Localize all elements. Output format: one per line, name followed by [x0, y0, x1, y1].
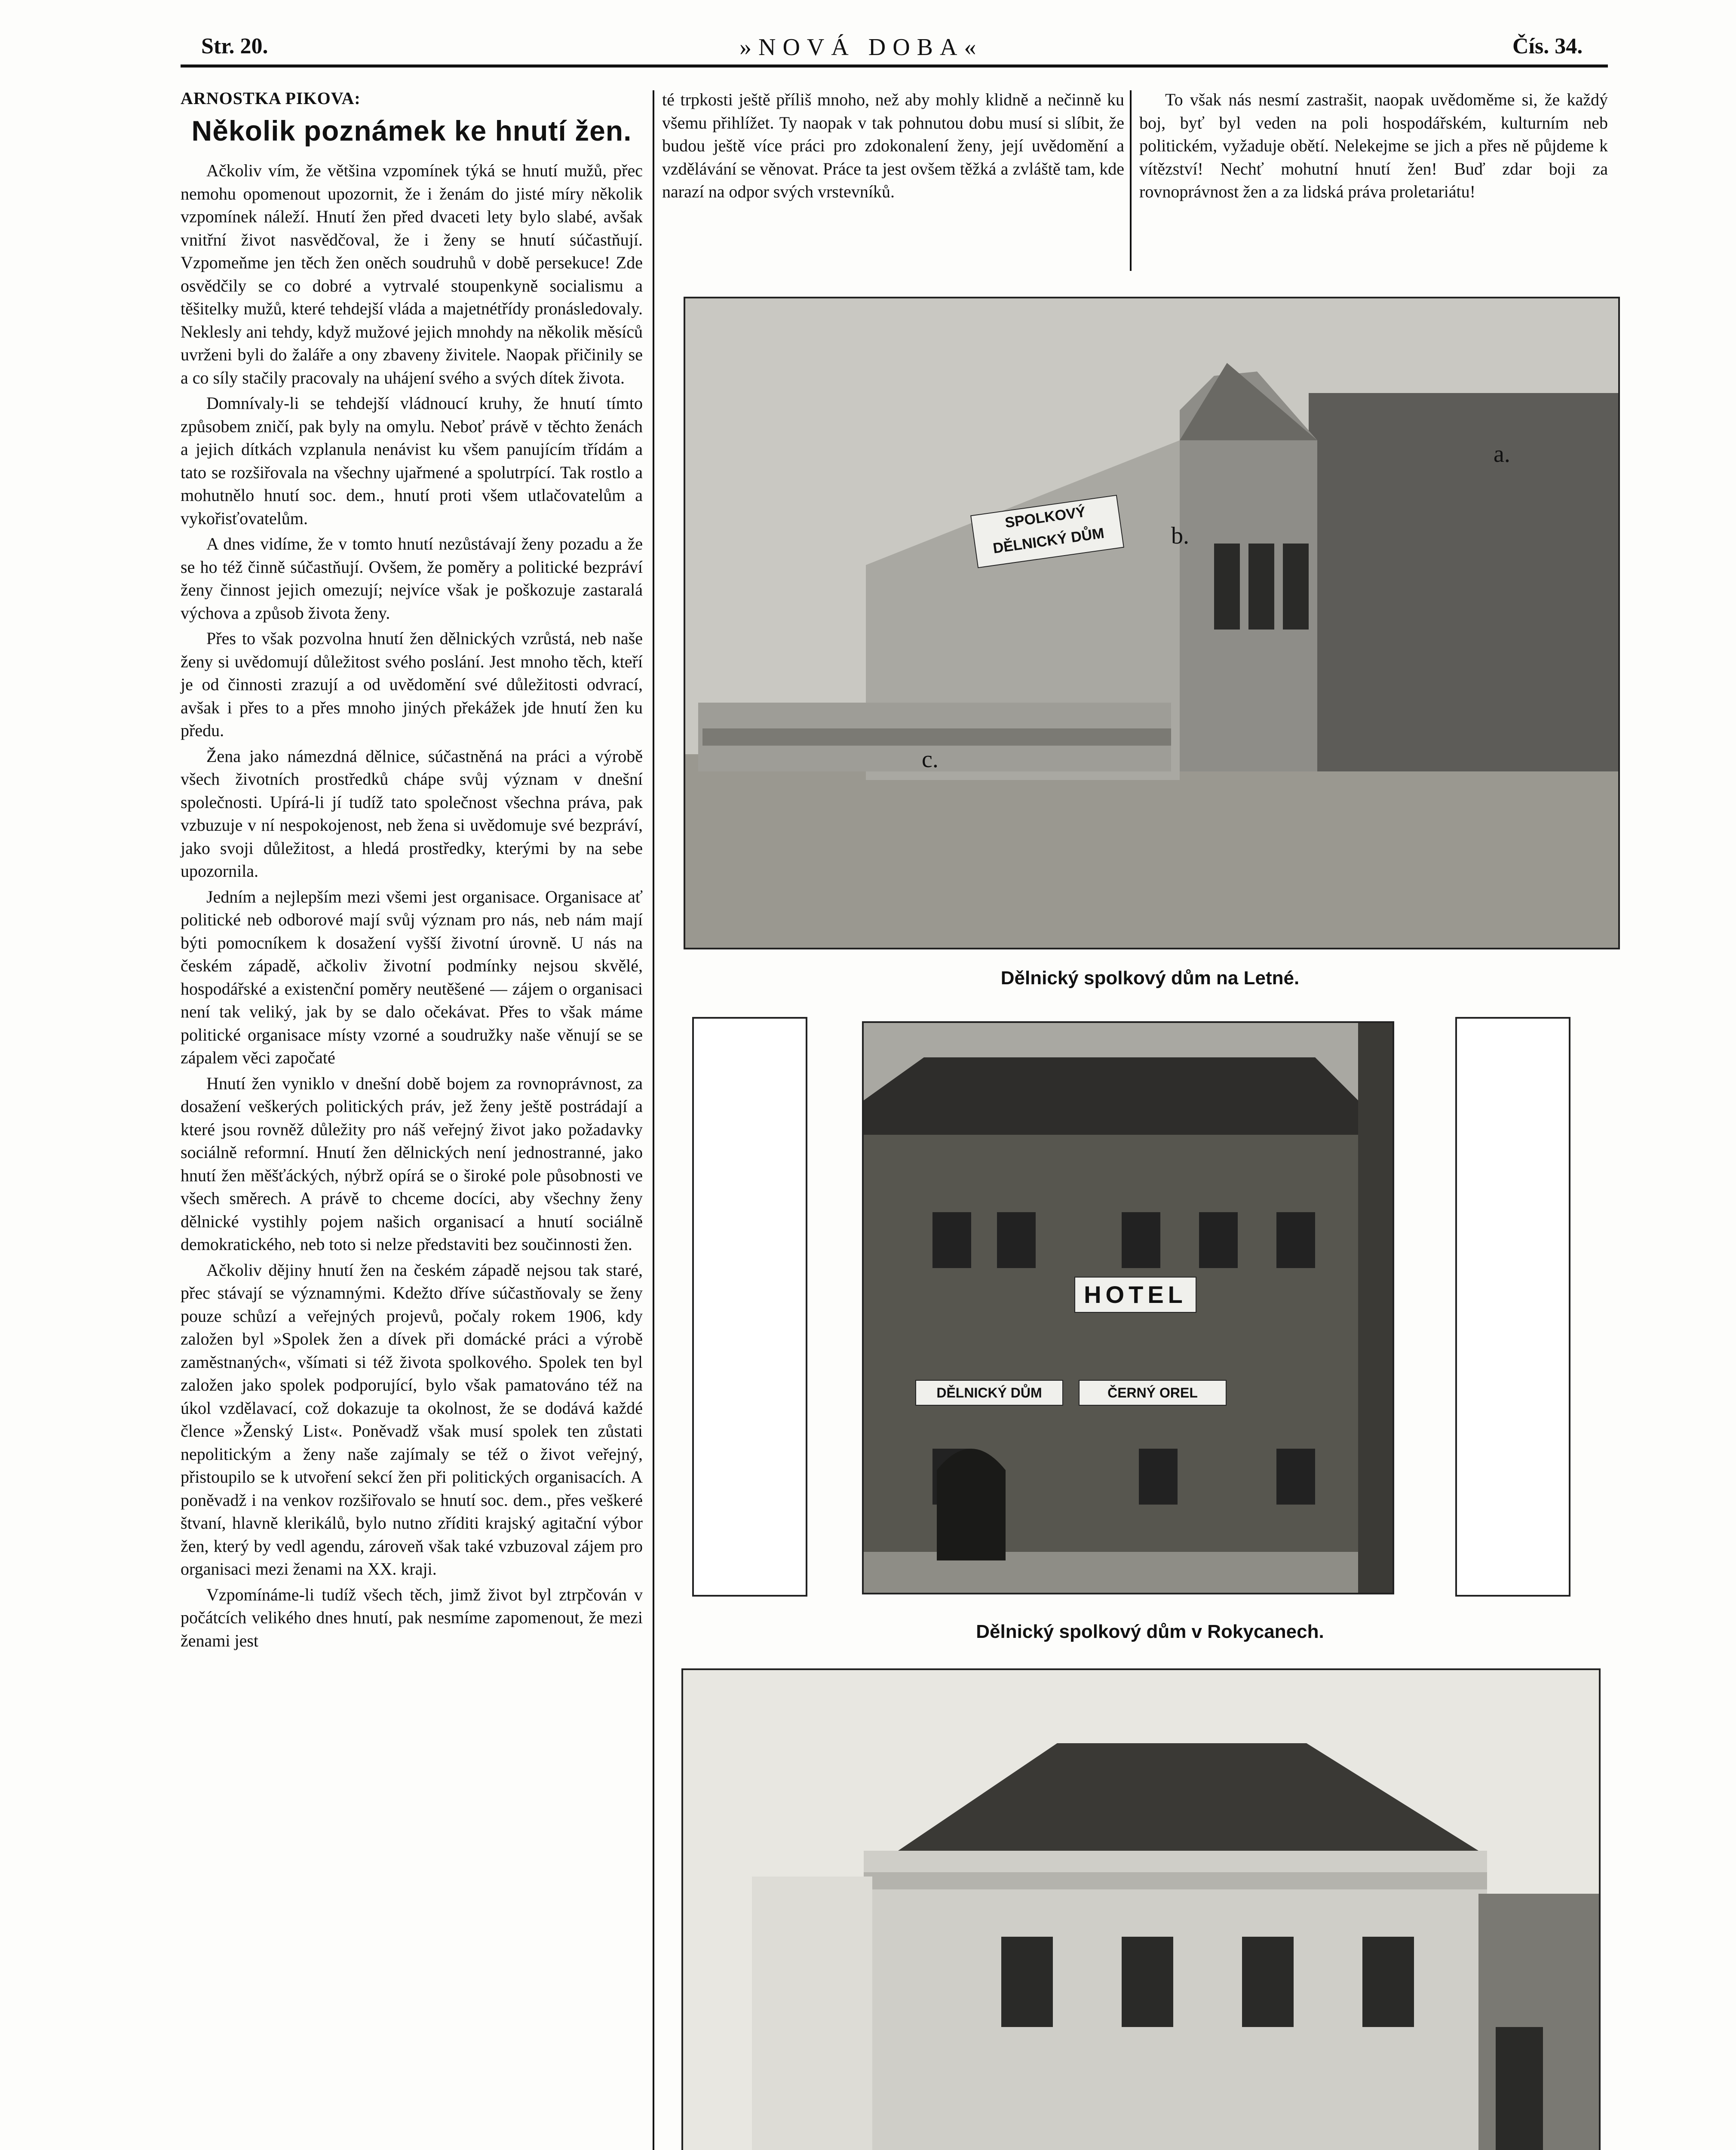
column-divider-left [653, 90, 654, 2150]
paragraph: Ačkoliv vím, že většina vzpomínek týká se hnutí mužů, přec nemohu opomenout upozornit, že i ženám do jisté míry několik vzpomínek náleží. Hnutí žen před dvaceti lety bylo slabé, avšak vnitřní život nasvědčoval, že i ženy se hnutí súčastňují. Vzpomeňme jen těch žen oněch soudruhů v době persekuce! Zde osvědčily se co dobré a vytrvalé stoupenkyně socialismu a těšitelky mužů, které tehdejší vláda a majetnétřídy pronásledovaly. Neklesly ani tehdy, když mužové jejich mnohdy na několik měsíců uvrženi byli do žaláře a ony zbaveny živitele. Naopak přičinily se a co síly stačily pracovaly na uhájení svého a svých dítek života. [181, 161, 643, 387]
photo-rokycany [862, 1021, 1394, 1594]
photo-marker-c: c. [922, 746, 939, 773]
caption-letna: Dělnický spolkový dům na Letné. [1000, 968, 1300, 989]
paragraph: Přes to však pozvolna hnutí žen dělnických vzrůstá, neb naše ženy si uvědomují důležitost svého poslání. Jest mnoho těch, kteří je od činnosti zrazují a od uvědomění své důležitosti odvrací, avšak i přes to a přes mnoho jiných překážek jde hnutí žen ku předu. [181, 629, 643, 740]
article-column-3 [1139, 88, 1608, 206]
paragraph: Ačkoliv dějiny hnutí žen na českém západě nejsou tak staré, přec stávají se významnými. Kdežto dříve súčastňovaly se ženy pouze schůzí a veřejných projevů, počaly rokem 1906, kdy založen byl »Spolek žen a dívek při domácké práci a výrobě zaměstnaných«, všímati si též života spolkového. Spolek ten byl založen jako spolek podporující, bylo však pamatováno též na úkol vzdělavací, což dokazuje ta okolnost, že se dodává každé člence »Ženský List«. Poněvadž však musí spolek ten zůstati nepolitickým a ženy naše zajímaly se též o život veřejný, přistoupilo se k utvoření sekcí žen při politických organisacích. A poněvadž i na venkov rozšiřovalo se hnutí soc. dem., přes veškeré štvaní, hlavně klerikálů, bylo nutno zříditi krajský agitační výbor žen, který by vedl agendu, zároveň však také vzbuzoval zájem pro organisaci mezi ženami na XX. kraji. [181, 1260, 643, 1579]
rokycany-left-sign: DĚLNICKÝ DŮM [915, 1380, 1063, 1406]
rokycany-right-sign: ČERNÝ OREL [1079, 1380, 1227, 1406]
article-column-2 [662, 88, 1124, 206]
issue-number: Čís. 34. [1512, 34, 1583, 58]
photo-doubravka [681, 1668, 1601, 2150]
letna-building-sign: SPOLKOVÝ DĚLNICKÝ DŮM [970, 495, 1124, 568]
photo-marker-a: a. [1494, 441, 1510, 467]
paragraph: Domnívaly-li se tehdejší vládnoucí kruhy, že hnutí tímto způsobem zničí, pak byly na omylu. Neboť právě v těchto ženách a jejich dítkách vzplanula nenávist ku všem panujícím třídám a tato se rozšiřovala na všechny ujařmené a spolutrpící. Tak rostlo a mohutnělo hnutí soc. dem., hnutí proti všem utlačovatelům a vykořisťovatelům. [181, 393, 643, 528]
article-author: ARNOSTKA PIKOVA: [181, 89, 361, 108]
caption-rokycany: Dělnický spolkový dům v Rokycanech. [976, 1621, 1324, 1642]
page-number: Str. 20. [201, 34, 268, 58]
header-rule [181, 64, 1608, 68]
paragraph: té trpkosti ještě příliš mnoho, než aby mohly klidně a nečinně ku všemu přihlížet. Ty naopak v tak pohnutou dobu musí si slíbit, že budou ještě více práci pro zdokonalení ženy, její uvědomění a vzdělávání se věnovat. Práce ta jest ovšem těžká a zvláště tam, kde narazí na odpor svých vrstevníků. [662, 90, 1124, 201]
article-column-1 [181, 88, 643, 1655]
paragraph: A dnes vidíme, že v tomto hnutí nezůstávají ženy pozadu a že se ho též činně súčastňují. Ovšem, že poměry a politické bezpráví ženy činnost jejich omezují; nejvíce však je poškozuje zastaralá výchova a způsob života ženy. [181, 534, 643, 623]
paragraph: Hnutí žen vyniklo v dnešní době bojem za rovnoprávnost, za dosažení veškerých politických práv, jež ženy ještě postrádají a které jsou rovněž důležity pro náš veřejný život jako požadavky sociálně reformní. Hnutí žen dělnických není jednostranné, jako hnutí žen měšťáckých, nýbrž opírá se o široké pole působnosti ve všech směrech. A právě to chceme docíci, aby všechny ženy dělnické vystihly pojem našich organisací a hnutí sociálně demokratického, neb toto si nelze představiti bez součinnosti žen. [181, 1073, 643, 1254]
photo-marker-b: b. [1171, 522, 1189, 549]
empty-frame-left [692, 1017, 807, 1597]
rokycany-hotel-sign: HOTEL [1074, 1277, 1196, 1313]
letna-building-illustration [685, 298, 1618, 948]
journal-title: »NOVÁ DOBA« [739, 34, 983, 61]
article-title: Několik poznámek ke hnutí žen. [191, 115, 632, 147]
photo-letna [684, 297, 1620, 949]
empty-frame-right [1455, 1017, 1570, 1597]
paragraph: Žena jako námezdná dělnice, súčastněná na práci a výrobě všech životních prostředků chápe svůj význam v dnešní společnosti. Upírá-li jí tudíž tato společnost všechna práva, pak vzbuzuje v ní nespokojenost, neb žena si uvědomuje své bezpráví, jako svoji důležitost, a hledá prostředky, kterými by na sebe upozornila. [181, 746, 643, 881]
paragraph: To však nás nesmí zastrašit, naopak uvědoměme si, že každý boj, byť byl veden na poli hospodářském, kulturním neb politickém, vyžaduje obětí. Nelekejme se jich a přes ně půjdeme k vítězství! Nechť mohutní hnutí žen! Buď zdar boji za rovnoprávnost žen a za lidská práva proletariátu! [1139, 90, 1608, 201]
paragraph: Vzpomínáme-li tudíž všech těch, jimž život byl ztrpčován v počátcích velikého dnes hnutí, pak nesmíme zapomenout, že mezi ženami jest [181, 1585, 643, 1650]
column-divider-right [1130, 90, 1132, 271]
doubravka-building-illustration [683, 1670, 1599, 2150]
paragraph: Jedním a nejlepším mezi všemi jest organisace. Organisace ať politické neb odborové mají svůj význam pro nás, neb nám mají býti pomocníkem k dosažení vyšší životní úrovně. U nás na českém západě, ačkoliv životní podmínky nejsou skvělé, hospodářské a existenční poměry neutěšené — zájem o organisaci není tak veliký, jak by se dalo očekávat. Přes to však máme politické organisace místy vzorné a soudružky naše věnují se se zápalem věci započaté [181, 887, 643, 1067]
